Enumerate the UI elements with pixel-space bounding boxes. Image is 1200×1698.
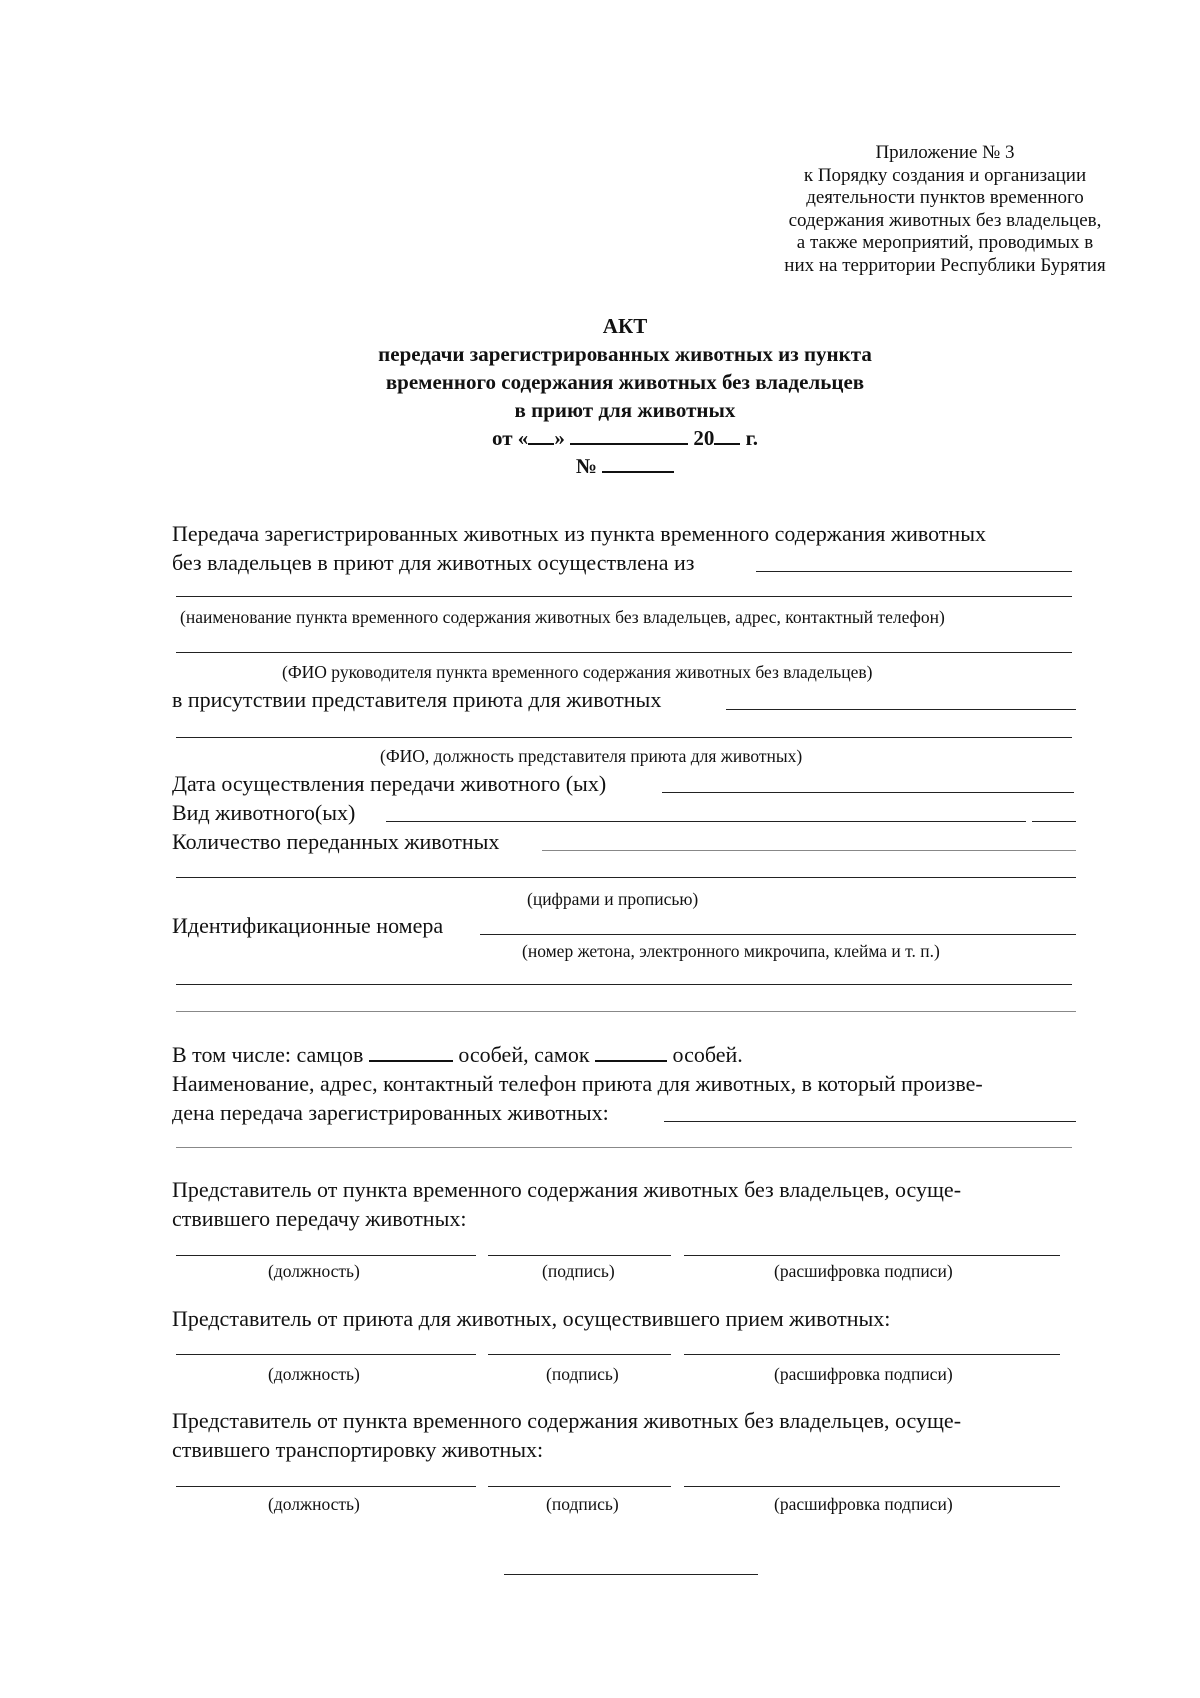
sig1-decoding-blank[interactable] — [684, 1255, 1060, 1256]
sig3-position-blank[interactable] — [176, 1486, 476, 1487]
ids-blank-2[interactable] — [176, 984, 1072, 985]
ids-label: Идентификационные номера — [172, 913, 444, 938]
including-line — [172, 1042, 743, 1068]
date-quote-close: » — [554, 426, 565, 450]
appendix-line: них на территории Республики Бурятия — [784, 254, 1106, 276]
ids-blank-3[interactable] — [176, 1011, 1076, 1012]
appendix-header — [740, 142, 1150, 277]
sig1-position-blank[interactable] — [176, 1255, 476, 1256]
presence-label: в присутствии представителя приюта для животных — [172, 687, 662, 712]
including-prefix: В том числе: самцов — [172, 1042, 364, 1067]
hint-count: (цифрами и прописью) — [527, 889, 699, 909]
count-label: Количество переданных животных — [172, 829, 500, 854]
females-blank[interactable] — [595, 1042, 667, 1062]
date-year-blank[interactable] — [714, 425, 740, 445]
date-year: 20 — [693, 426, 715, 450]
act-subtitle-line: временного содержания животных без владельцев — [385, 370, 865, 394]
count-words-blank[interactable] — [176, 877, 1076, 878]
act-subtitle-line: передачи зарегистрированных животных из пункта — [378, 342, 872, 366]
sig1-text-line-1: Представитель от пункта временного содержания животных без владельцев, осуще- — [172, 1177, 962, 1202]
sig2-decoding-hint: (расшифровка подписи) — [774, 1364, 953, 1384]
appendix-line: деятельности пунктов временного — [806, 187, 1084, 208]
appendix-line: содержания животных без владельцев, — [788, 209, 1102, 231]
males-blank[interactable] — [369, 1042, 453, 1062]
sig3-text-line-2: ствившего транспортировку животных: — [172, 1437, 544, 1462]
sig1-signature-blank[interactable] — [488, 1255, 671, 1256]
date-prefix: от « — [492, 426, 529, 450]
act-number-line — [0, 452, 1200, 480]
date-month-blank[interactable] — [570, 425, 688, 445]
including-mid: особей, самок — [458, 1042, 590, 1067]
number-blank[interactable] — [602, 453, 674, 473]
sig1-text-line-2: ствившего передачу животных: — [172, 1206, 467, 1231]
transfer-date-label: Дата осуществления передачи животного (ых) — [172, 771, 607, 796]
appendix-line: Приложение № 3 — [875, 142, 1015, 163]
closing-separator — [504, 1574, 758, 1575]
count-blank[interactable] — [542, 850, 1076, 851]
sig3-position-hint: (должность) — [268, 1494, 360, 1514]
including-suffix: особей. — [672, 1042, 743, 1067]
hint-ids: (номер жетона, электронного микрочипа, клейма и т. п.) — [522, 941, 940, 961]
act-title: АКТ — [602, 314, 648, 338]
species-label: Вид животного(ых) — [172, 800, 356, 825]
shelter-point-blank[interactable] — [176, 596, 1072, 597]
sig3-signature-hint: (подпись) — [546, 1494, 619, 1514]
sig2-text-line-1: Представитель от приюта для животных, осуществившего прием животных: — [172, 1306, 891, 1331]
hint-rep-name: (ФИО, должность представителя приюта для животных) — [380, 746, 803, 766]
sig3-text-line-1: Представитель от пункта временного содержания животных без владельцев, осуще- — [172, 1408, 962, 1433]
sig2-signature-hint: (подпись) — [546, 1364, 619, 1384]
appendix-line: к Порядку создания и организации — [803, 164, 1087, 186]
shelter-info-line-2: дена передача зарегистрированных животных: — [172, 1100, 609, 1125]
shelter-info-blank[interactable] — [664, 1121, 1076, 1122]
hint-shelter-point: (наименование пункта временного содержания животных без владельцев, адрес, контактный телефон) — [180, 607, 945, 627]
sig2-signature-blank[interactable] — [488, 1354, 671, 1355]
from-point-blank[interactable] — [756, 571, 1072, 572]
sig1-decoding-hint: (расшифровка подписи) — [774, 1261, 953, 1281]
rep-name-blank[interactable] — [176, 737, 1072, 738]
sig3-decoding-hint: (расшифровка подписи) — [774, 1494, 953, 1514]
number-label: № — [575, 454, 597, 478]
intro-line-1: Передача зарегистрированных животных из пункта временного содержания животных — [172, 521, 986, 546]
date-suffix: г. — [745, 426, 758, 450]
sig2-position-blank[interactable] — [176, 1354, 476, 1355]
shelter-info-line-1: Наименование, адрес, контактный телефон приюта для животных, в который произве- — [172, 1071, 983, 1096]
hint-head-name: (ФИО руководителя пункта временного содержания животных без владельцев) — [282, 662, 873, 682]
sig1-signature-hint: (подпись) — [542, 1261, 615, 1281]
sig2-position-hint: (должность) — [268, 1364, 360, 1384]
sig3-decoding-blank[interactable] — [684, 1486, 1060, 1487]
transfer-date-blank[interactable] — [662, 792, 1074, 793]
act-date-line — [0, 424, 1200, 452]
presence-blank[interactable] — [726, 709, 1076, 710]
appendix-line: а также мероприятий, проводимых в — [796, 232, 1094, 253]
intro-line-2: без владельцев в приют для животных осуществлена из — [172, 550, 695, 575]
species-blank-tail[interactable] — [1032, 821, 1076, 822]
date-day-blank[interactable] — [528, 425, 554, 445]
shelter-info-blank-2[interactable] — [176, 1147, 1072, 1148]
species-blank[interactable] — [386, 821, 1026, 822]
sig1-position-hint: (должность) — [268, 1261, 360, 1281]
ids-blank[interactable] — [480, 934, 1076, 935]
sig2-decoding-blank[interactable] — [684, 1354, 1060, 1355]
act-subtitle-line: в приют для животных — [514, 398, 736, 422]
head-name-blank[interactable] — [176, 652, 1072, 653]
sig3-signature-blank[interactable] — [488, 1486, 671, 1487]
